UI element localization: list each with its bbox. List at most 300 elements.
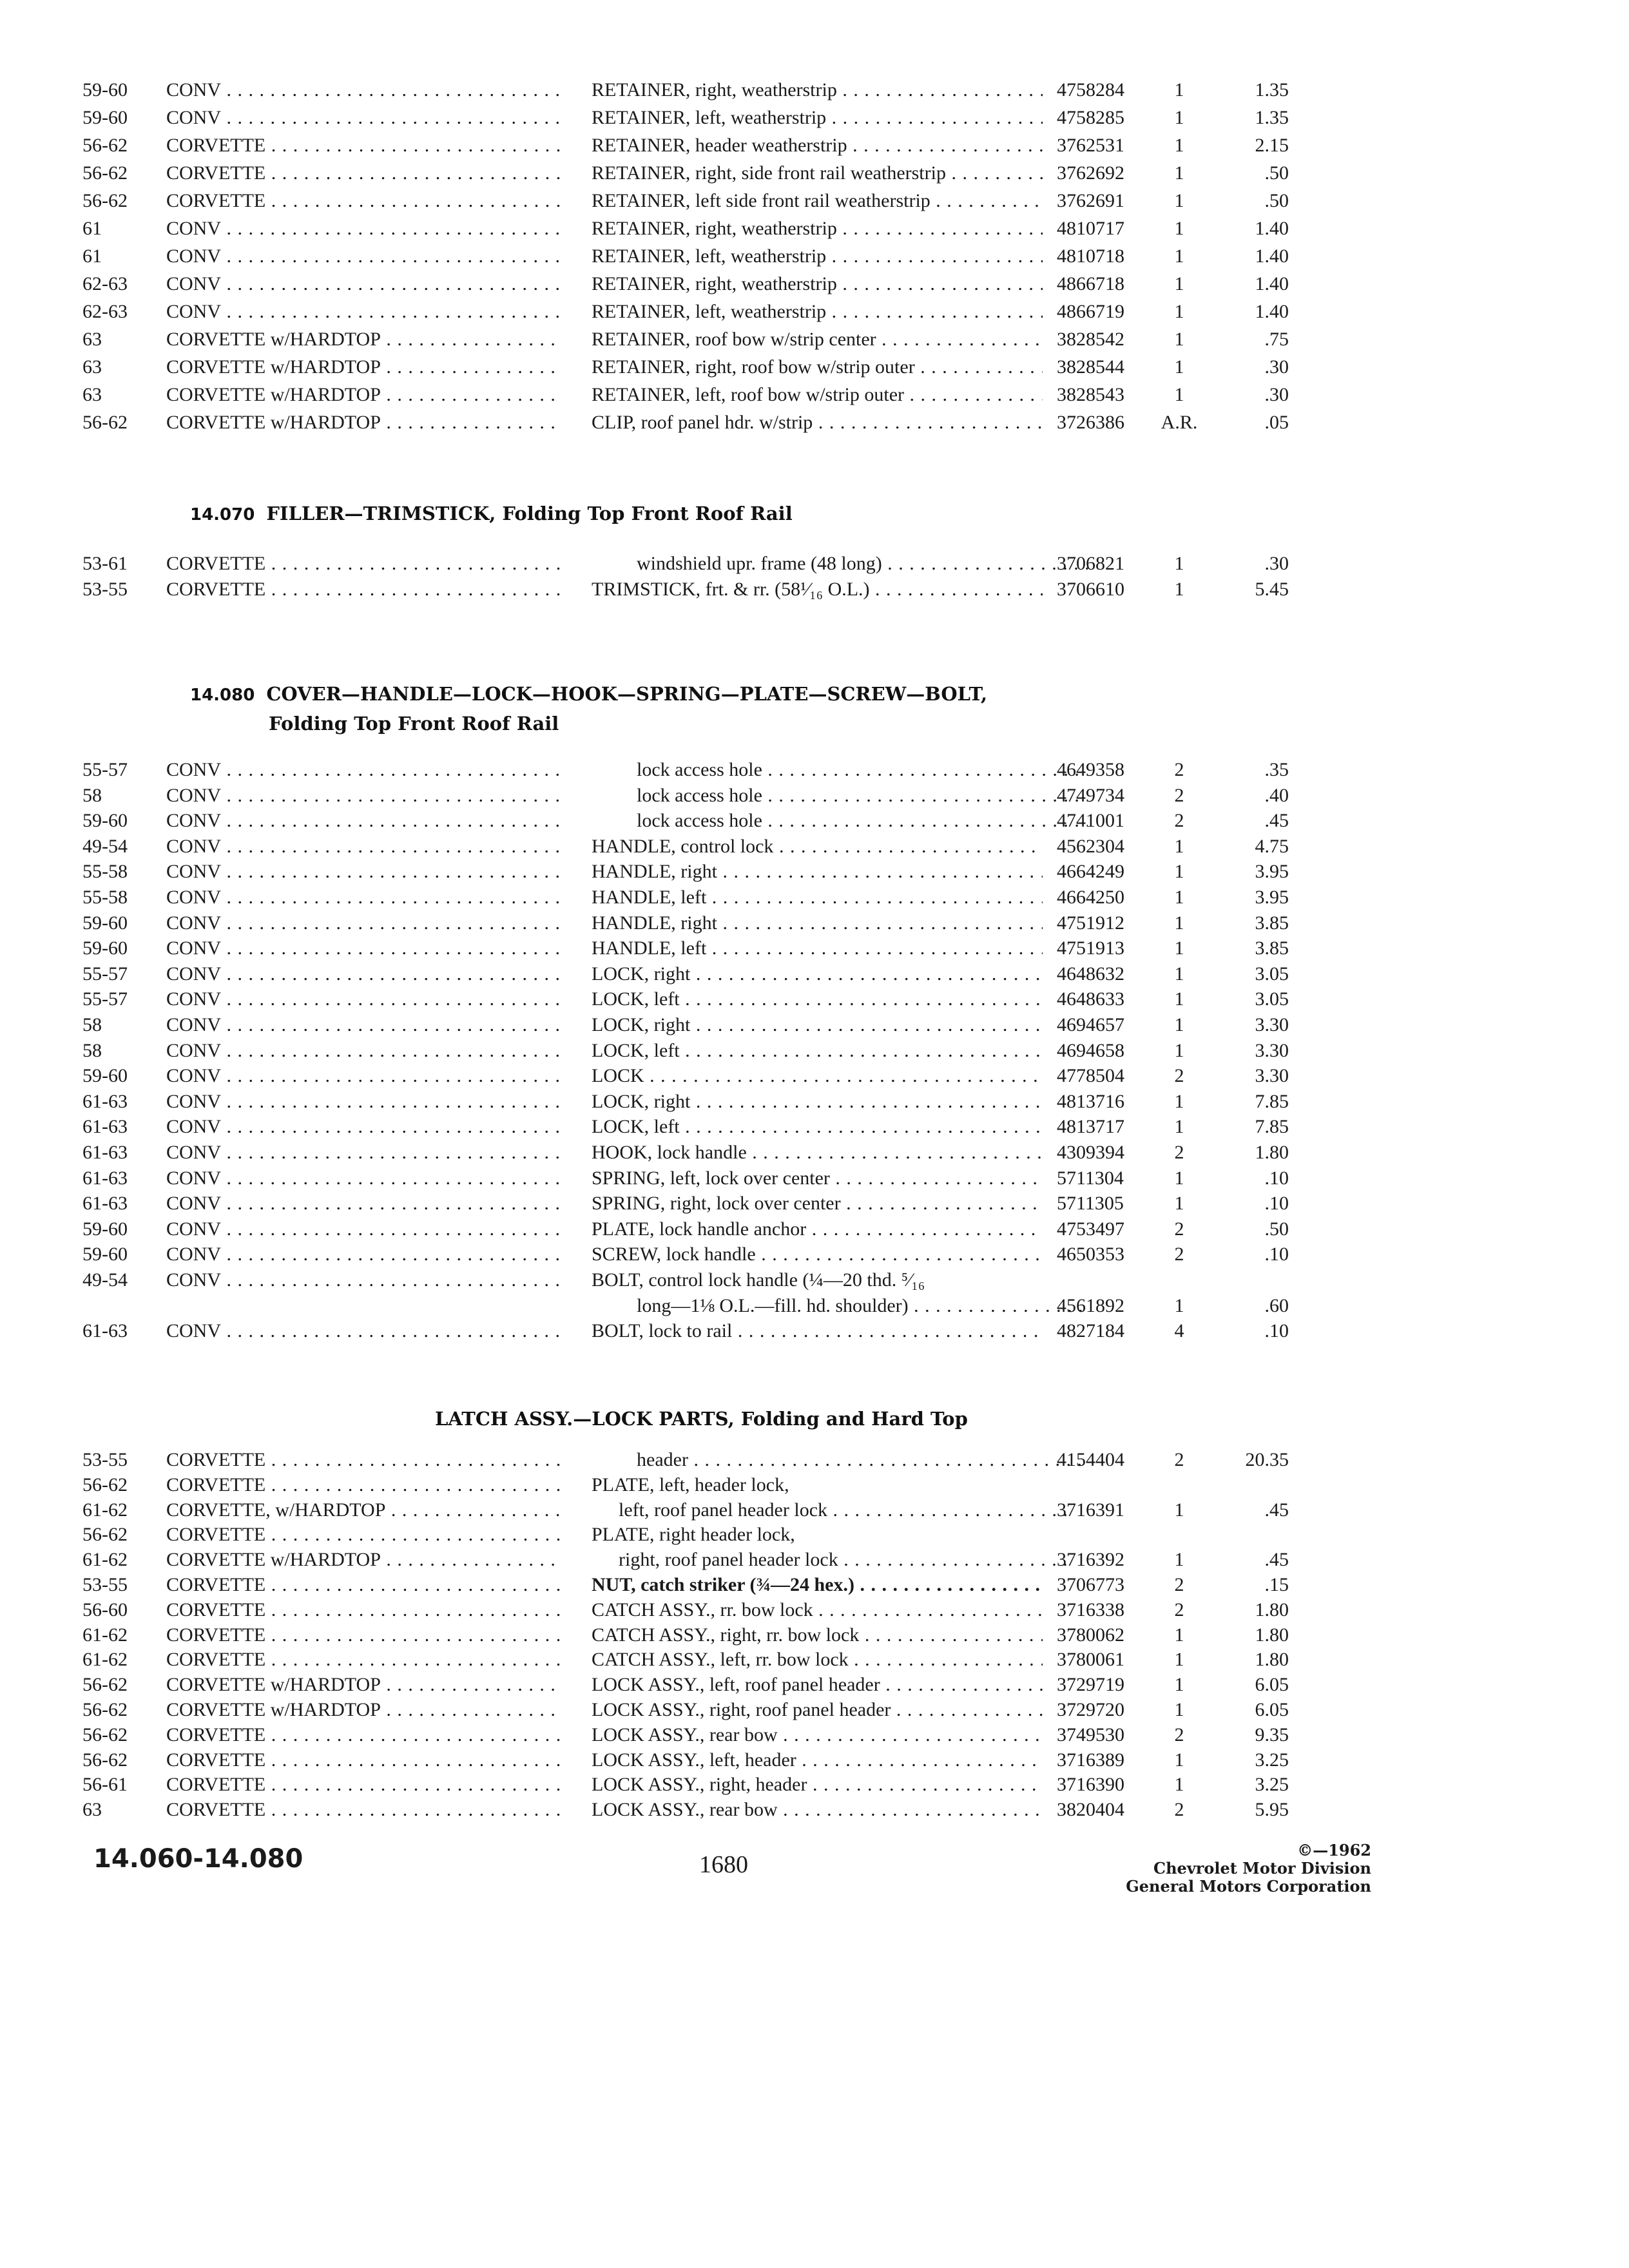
price: 1.80	[1255, 1649, 1289, 1671]
part-description: LOCK, left . . .	[592, 1038, 1043, 1064]
part-number: 3780061	[1057, 1649, 1124, 1671]
section-title: FILLER—TRIMSTICK, Folding Top Front Roof Rail	[266, 503, 793, 524]
price: .10	[1264, 1244, 1289, 1265]
part-number: 3828543	[1057, 384, 1124, 405]
part-description: HANDLE, right . . .	[592, 859, 1043, 885]
model-years: 55-58	[82, 887, 128, 908]
price: 3.85	[1255, 912, 1289, 934]
quantity: 1	[1174, 1549, 1184, 1571]
parts-row	[0, 757, 1629, 783]
price: 3.95	[1255, 861, 1289, 883]
part-description: lock access hole . . .	[592, 808, 1088, 834]
price: .30	[1264, 384, 1289, 405]
model-years: 63	[82, 1799, 102, 1821]
part-number: 4694658	[1057, 1039, 1124, 1061]
part-description: LOCK ASSY., left, roof panel header . . .	[592, 1672, 1043, 1698]
part-number: 4778504	[1057, 1065, 1124, 1087]
quantity: 2	[1174, 1142, 1184, 1163]
part-number: 3828544	[1057, 356, 1124, 378]
model-name: CORVETTE w/HARDTOP . . .	[166, 1672, 561, 1698]
parts-row	[0, 188, 1629, 214]
part-description: RETAINER, right, weatherstrip . . .	[592, 271, 1043, 297]
price: 5.95	[1255, 1799, 1289, 1821]
part-description: RETAINER, roof bow w/strip center . . .	[592, 327, 1043, 352]
copyright-year: ©—1962	[1297, 1841, 1371, 1860]
model-years: 59-60	[82, 79, 128, 101]
quantity: 2	[1174, 810, 1184, 832]
quantity: 1	[1174, 1749, 1184, 1771]
part-number: 3706821	[1057, 553, 1124, 574]
part-description: CLIP, roof panel hdr. w/strip . . .	[592, 410, 1043, 436]
price: .15	[1264, 1574, 1289, 1595]
quantity: 1	[1174, 988, 1184, 1010]
part-number: 3820404	[1057, 1799, 1124, 1821]
model-name: CONV . . .	[166, 1216, 561, 1242]
quantity: 1	[1174, 963, 1184, 985]
quantity: 1	[1174, 1167, 1184, 1189]
quantity: 1	[1174, 79, 1184, 101]
part-number: 4827184	[1057, 1320, 1124, 1342]
quantity: 2	[1174, 784, 1184, 806]
parts-row	[0, 783, 1629, 809]
parts-row	[0, 382, 1629, 408]
model-name: CONV . . .	[166, 808, 561, 834]
parts-row	[0, 885, 1629, 910]
part-description: header . . .	[592, 1447, 1088, 1473]
part-description: HANDLE, right . . .	[592, 910, 1043, 936]
parts-row	[0, 299, 1629, 325]
parts-row	[0, 1191, 1629, 1216]
part-description: lock access hole . . .	[592, 757, 1088, 783]
parts-row	[0, 1216, 1629, 1242]
model-years: 56-62	[82, 1474, 128, 1495]
model-name: CONV . . .	[166, 1012, 561, 1038]
quantity: 1	[1174, 1090, 1184, 1112]
model-years: 56-62	[82, 1699, 128, 1720]
model-name: CONV . . .	[166, 936, 561, 961]
part-number: 3716389	[1057, 1749, 1124, 1771]
model-name: CORVETTE w/HARDTOP . . .	[166, 1697, 561, 1723]
part-number: 4741001	[1057, 810, 1124, 832]
part-description: BOLT, lock to rail . . .	[592, 1318, 1043, 1344]
part-description: lock access hole . . .	[592, 783, 1088, 809]
part-number: 3749530	[1057, 1724, 1124, 1745]
quantity: 2	[1174, 1065, 1184, 1087]
price: 3.05	[1255, 988, 1289, 1010]
model-years: 56-62	[82, 412, 128, 433]
part-description: PLATE, lock handle anchor . . .	[592, 1216, 1043, 1242]
model-name: CONV . . .	[166, 910, 561, 936]
part-number: 4664250	[1057, 887, 1124, 908]
part-description: CATCH ASSY., left, rr. bow lock . . .	[592, 1647, 1043, 1673]
part-description: RETAINER, right, roof bow w/strip outer . . .	[592, 354, 1043, 380]
quantity: 1	[1174, 1699, 1184, 1720]
part-number: 4648632	[1057, 963, 1124, 985]
part-number: 3828542	[1057, 329, 1124, 350]
parts-row	[0, 577, 1629, 602]
quantity: 1	[1174, 937, 1184, 959]
quantity: 1	[1174, 1674, 1184, 1696]
price: 1.80	[1255, 1624, 1289, 1646]
quantity: 1	[1174, 1294, 1184, 1316]
price: .50	[1264, 190, 1289, 211]
section-heading	[435, 1405, 968, 1433]
part-number: 4154404	[1057, 1449, 1124, 1470]
parts-row	[0, 1089, 1629, 1115]
price: .50	[1264, 162, 1289, 184]
parts-row	[0, 1722, 1629, 1748]
quantity: 1	[1174, 384, 1184, 405]
model-years: 56-60	[82, 1599, 128, 1620]
model-years: 55-57	[82, 988, 128, 1010]
corporation-name: General Motors Corporation	[1126, 1877, 1371, 1896]
model-years: 61-62	[82, 1549, 128, 1571]
model-years: 63	[82, 356, 102, 378]
parts-row	[0, 961, 1629, 987]
part-number: 3706773	[1057, 1574, 1124, 1595]
model-name: CORVETTE . . .	[166, 1622, 561, 1648]
section-title: COVER—HANDLE—LOCK—HOOK—SPRING—PLATE—SCREW—BOLT,	[266, 683, 988, 705]
part-number: 3762692	[1057, 162, 1124, 184]
model-years: 63	[82, 384, 102, 405]
model-years: 59-60	[82, 1065, 128, 1087]
model-name: CORVETTE . . .	[166, 577, 561, 602]
model-years: 59-60	[82, 1244, 128, 1265]
model-years: 55-58	[82, 861, 128, 883]
part-number: 4650353	[1057, 1244, 1124, 1265]
part-number: 3780062	[1057, 1624, 1124, 1646]
price: 9.35	[1255, 1724, 1289, 1745]
model-years: 56-62	[82, 190, 128, 211]
price: 7.85	[1255, 1116, 1289, 1138]
model-name: CONV . . .	[166, 834, 561, 860]
model-name: CORVETTE . . .	[166, 1747, 561, 1773]
part-number: 4751912	[1057, 912, 1124, 934]
parts-row	[0, 105, 1629, 131]
quantity: 1	[1174, 1193, 1184, 1215]
parts-row	[0, 1293, 1629, 1319]
part-description: LOCK ASSY., rear bow . . .	[592, 1722, 1043, 1748]
part-number: 4751913	[1057, 937, 1124, 959]
part-description: LOCK, right . . .	[592, 1089, 1043, 1115]
model-name: CORVETTE . . .	[166, 1722, 561, 1748]
model-name: CONV . . .	[166, 1267, 561, 1293]
price: 3.30	[1255, 1065, 1289, 1087]
price: .45	[1264, 810, 1289, 832]
model-name: CONV . . .	[166, 1140, 561, 1166]
part-number: 4562304	[1057, 835, 1124, 857]
part-description: RETAINER, left, weatherstrip . . .	[592, 244, 1043, 269]
model-years: 56-62	[82, 1674, 128, 1696]
parts-row	[0, 1267, 1629, 1293]
model-years: 61-62	[82, 1624, 128, 1646]
parts-row	[0, 77, 1629, 103]
quantity: A.R.	[1161, 412, 1198, 433]
parts-row	[0, 1772, 1629, 1798]
price: 6.05	[1255, 1699, 1289, 1720]
parts-row	[0, 834, 1629, 860]
model-name: CORVETTE, w/HARDTOP . . .	[166, 1497, 561, 1523]
part-number: 4749734	[1057, 784, 1124, 806]
model-name: CONV . . .	[166, 1191, 561, 1216]
part-description: SCREW, lock handle . . .	[592, 1242, 1043, 1267]
model-name: CONV . . .	[166, 1114, 561, 1140]
part-description: TRIMSTICK, frt. & rr. (58¹⁄₁₆ O.L.) . . .	[592, 577, 1043, 602]
model-years: 61-62	[82, 1649, 128, 1671]
part-number: 4810718	[1057, 245, 1124, 267]
model-years: 49-54	[82, 1269, 128, 1291]
part-number: 4664249	[1057, 861, 1124, 883]
part-description: SPRING, left, lock over center . . .	[592, 1166, 1043, 1191]
parts-row	[0, 1114, 1629, 1140]
quantity: 1	[1174, 190, 1184, 211]
section-number: 14.080	[190, 686, 255, 705]
price: 1.35	[1255, 79, 1289, 101]
price: .35	[1264, 759, 1289, 780]
model-name: CORVETTE . . .	[166, 1647, 561, 1673]
parts-row	[0, 1447, 1629, 1473]
parts-row	[0, 808, 1629, 834]
parts-row	[0, 1647, 1629, 1673]
parts-row	[0, 1522, 1629, 1548]
model-name: CORVETTE . . .	[166, 1522, 561, 1548]
parts-row	[0, 986, 1629, 1012]
quantity: 1	[1174, 301, 1184, 322]
section-number: 14.070	[190, 505, 255, 524]
model-name: CORVETTE . . .	[166, 1797, 561, 1823]
parts-row	[0, 1012, 1629, 1038]
quantity: 1	[1174, 1014, 1184, 1035]
quantity: 1	[1174, 1499, 1184, 1521]
part-number: 3762691	[1057, 190, 1124, 211]
part-description: long—1⅛ O.L.—fill. hd. shoulder) . . .	[592, 1293, 1088, 1319]
parts-row	[0, 133, 1629, 159]
part-number: 3706610	[1057, 579, 1124, 600]
model-years: 61-63	[82, 1090, 128, 1112]
part-number: 3716338	[1057, 1599, 1124, 1620]
model-years: 61-63	[82, 1116, 128, 1138]
parts-row	[0, 1572, 1629, 1598]
model-name: CONV . . .	[166, 1038, 561, 1064]
price: 3.05	[1255, 963, 1289, 985]
model-name: CORVETTE . . .	[166, 1572, 561, 1598]
part-number: 4758285	[1057, 107, 1124, 128]
price: 1.80	[1255, 1142, 1289, 1163]
parts-row	[0, 1497, 1629, 1523]
model-years: 59-60	[82, 937, 128, 959]
model-name: CONV . . .	[166, 271, 561, 297]
price: .10	[1264, 1193, 1289, 1215]
parts-row	[0, 1697, 1629, 1723]
parts-row	[0, 1797, 1629, 1823]
part-description: LOCK, right . . .	[592, 1012, 1043, 1038]
part-description: LOCK ASSY., left, header . . .	[592, 1747, 1043, 1773]
model-years: 61-63	[82, 1193, 128, 1215]
part-number: 4649358	[1057, 759, 1124, 780]
price: 3.25	[1255, 1749, 1289, 1771]
parts-row	[0, 327, 1629, 352]
part-description: HANDLE, left . . .	[592, 936, 1043, 961]
part-number: 3716390	[1057, 1774, 1124, 1796]
quantity: 1	[1174, 135, 1184, 156]
model-name: CONV . . .	[166, 986, 561, 1012]
model-name: CORVETTE . . .	[166, 1597, 561, 1623]
part-number: 4561892	[1057, 1294, 1124, 1316]
price: 3.30	[1255, 1014, 1289, 1035]
quantity: 1	[1174, 356, 1184, 378]
part-description: BOLT, control lock handle (¼—20 thd. ⁵⁄₁₆	[592, 1269, 925, 1291]
model-years: 61-63	[82, 1142, 128, 1163]
model-name: CONV . . .	[166, 757, 561, 783]
quantity: 1	[1174, 912, 1184, 934]
model-years: 56-62	[82, 1524, 128, 1546]
parts-row	[0, 551, 1629, 577]
page-number: 1680	[699, 1851, 748, 1878]
part-description: LOCK . . .	[592, 1063, 1043, 1089]
part-description: windshield upr. frame (48 long) . . .	[592, 551, 1088, 577]
part-number: 4753497	[1057, 1218, 1124, 1240]
model-years: 63	[82, 329, 102, 350]
part-description: HANDLE, control lock . . .	[592, 834, 1043, 860]
quantity: 2	[1174, 1599, 1184, 1620]
price: 4.75	[1255, 835, 1289, 857]
model-years: 61	[82, 218, 102, 239]
part-number: 4866718	[1057, 273, 1124, 294]
price: 7.85	[1255, 1090, 1289, 1112]
part-number: 4810717	[1057, 218, 1124, 239]
quantity: 1	[1174, 1624, 1184, 1646]
part-number: 4309394	[1057, 1142, 1124, 1163]
part-description: HOOK, lock handle . . .	[592, 1140, 1043, 1166]
part-description: RETAINER, right, side front rail weatherstrip . . .	[592, 160, 1043, 186]
quantity: 1	[1174, 245, 1184, 267]
part-description: SPRING, right, lock over center . . .	[592, 1191, 1043, 1216]
parts-row	[0, 1140, 1629, 1166]
parts-row	[0, 1672, 1629, 1698]
quantity: 1	[1174, 1774, 1184, 1796]
price: 3.85	[1255, 937, 1289, 959]
model-years: 61-62	[82, 1499, 128, 1521]
part-description: HANDLE, left . . .	[592, 885, 1043, 910]
section-code: 14.060-14.080	[93, 1844, 304, 1874]
part-number: 3726386	[1057, 412, 1124, 433]
model-name: CONV . . .	[166, 1318, 561, 1344]
quantity: 1	[1174, 861, 1184, 883]
section-heading	[190, 499, 793, 529]
part-description: NUT, catch striker (¾—24 hex.) . . .	[592, 1572, 1043, 1598]
price: .30	[1264, 356, 1289, 378]
parts-row	[0, 1747, 1629, 1773]
part-number: 4813716	[1057, 1090, 1124, 1112]
model-name: CORVETTE w/HARDTOP . . .	[166, 410, 561, 436]
quantity: 1	[1174, 218, 1184, 239]
quantity: 2	[1174, 1218, 1184, 1240]
parts-row	[0, 910, 1629, 936]
quantity: 2	[1174, 1799, 1184, 1821]
parts-row	[0, 1472, 1629, 1498]
part-description: RETAINER, left, weatherstrip . . .	[592, 299, 1043, 325]
parts-row	[0, 1063, 1629, 1089]
model-name: CONV . . .	[166, 244, 561, 269]
part-description: LOCK ASSY., right, header . . .	[592, 1772, 1043, 1798]
section-heading	[190, 680, 987, 738]
model-years: 59-60	[82, 1218, 128, 1240]
model-name: CORVETTE . . .	[166, 551, 561, 577]
part-description: RETAINER, left, weatherstrip . . .	[592, 105, 1043, 131]
model-years: 59-60	[82, 810, 128, 832]
model-name: CORVETTE w/HARDTOP . . .	[166, 354, 561, 380]
model-years: 62-63	[82, 301, 128, 322]
model-name: CORVETTE . . .	[166, 133, 561, 159]
model-years: 62-63	[82, 273, 128, 294]
model-years: 61	[82, 245, 102, 267]
price: .30	[1264, 553, 1289, 574]
quantity: 1	[1174, 107, 1184, 128]
parts-row	[0, 1597, 1629, 1623]
model-name: CONV . . .	[166, 885, 561, 910]
model-years: 58	[82, 1014, 102, 1035]
parts-row	[0, 160, 1629, 186]
quantity: 1	[1174, 835, 1184, 857]
quantity: 1	[1174, 887, 1184, 908]
price: .75	[1264, 329, 1289, 350]
price: 1.80	[1255, 1599, 1289, 1620]
price: 1.35	[1255, 107, 1289, 128]
part-description: PLATE, left, header lock,	[592, 1474, 789, 1495]
parts-row	[0, 216, 1629, 242]
model-name: CORVETTE . . .	[166, 160, 561, 186]
model-years: 55-57	[82, 963, 128, 985]
section-title: LATCH ASSY.—LOCK PARTS, Folding and Hard Top	[435, 1408, 968, 1430]
parts-row	[0, 1038, 1629, 1064]
part-description: right, roof panel header lock . . .	[592, 1547, 1070, 1573]
model-name: CORVETTE . . .	[166, 1772, 561, 1798]
parts-row	[0, 354, 1629, 380]
model-years: 58	[82, 1039, 102, 1061]
price: .05	[1264, 412, 1289, 433]
part-description: LOCK, right . . .	[592, 961, 1043, 987]
quantity: 4	[1174, 1320, 1184, 1342]
model-years: 53-55	[82, 579, 128, 600]
quantity: 1	[1174, 579, 1184, 600]
parts-row	[0, 1547, 1629, 1573]
parts-row	[0, 1166, 1629, 1191]
model-years: 56-61	[82, 1774, 128, 1796]
model-years: 59-60	[82, 912, 128, 934]
model-years: 61-63	[82, 1320, 128, 1342]
model-name: CONV . . .	[166, 1242, 561, 1267]
part-number: 3716392	[1057, 1549, 1124, 1571]
part-number: 3729720	[1057, 1699, 1124, 1720]
model-name: CONV . . .	[166, 299, 561, 325]
model-years: 58	[82, 784, 102, 806]
model-name: CORVETTE . . .	[166, 188, 561, 214]
model-name: CONV . . .	[166, 859, 561, 885]
part-description: RETAINER, left side front rail weatherstrip . . .	[592, 188, 1043, 214]
price: 2.15	[1255, 135, 1289, 156]
model-name: CONV . . .	[166, 961, 561, 987]
part-number: 4813717	[1057, 1116, 1124, 1138]
model-name: CORVETTE w/HARDTOP . . .	[166, 382, 561, 408]
price: .60	[1264, 1294, 1289, 1316]
section-subtitle: Folding Top Front Roof Rail	[269, 713, 559, 735]
model-years: 56-62	[82, 162, 128, 184]
price: 20.35	[1245, 1449, 1289, 1470]
model-name: CONV . . .	[166, 105, 561, 131]
quantity: 1	[1174, 329, 1184, 350]
quantity: 2	[1174, 1574, 1184, 1595]
quantity: 1	[1174, 1116, 1184, 1138]
